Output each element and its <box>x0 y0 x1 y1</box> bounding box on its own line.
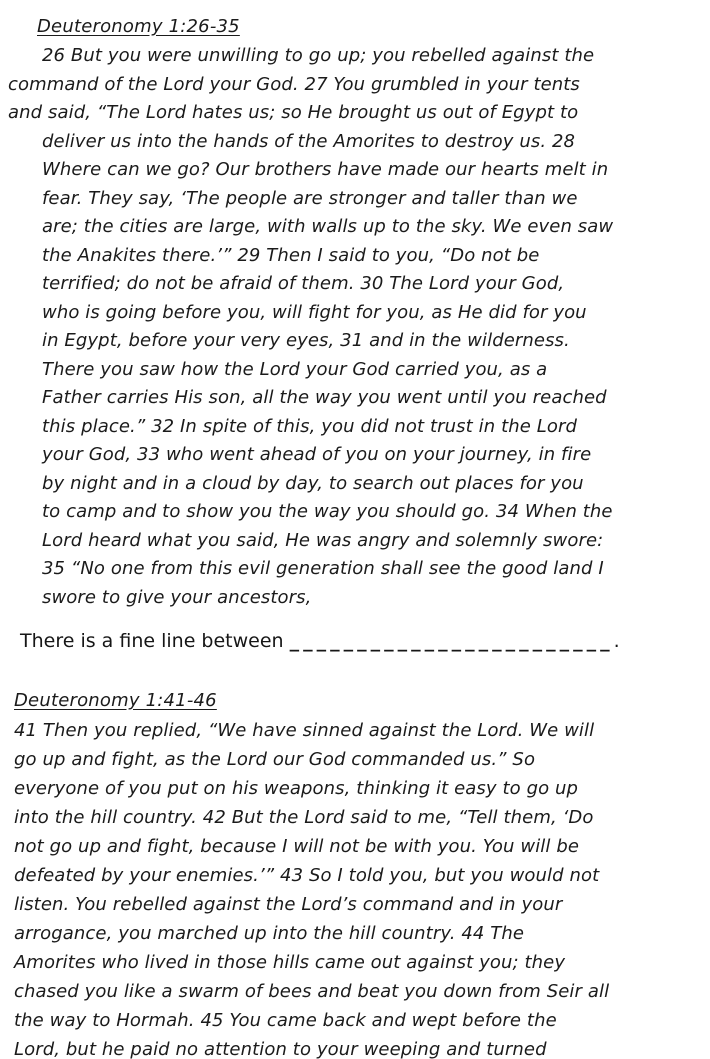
verse-line: defeated by your enemies.’” 43 So I told you, but you would not <box>14 865 600 886</box>
passage-section-2 <box>0 686 710 1059</box>
passage-section-1 <box>0 12 710 612</box>
fill-in-question <box>20 628 710 654</box>
passage-title-1: Deuteronomy 1:26-35 <box>37 16 240 37</box>
verse-line: Where can we go? Our brothers have made our hearts melt in <box>42 159 609 180</box>
verse-line: who is going before you, will fight for you, as He did for you <box>42 301 587 323</box>
verse-line: chased you like a swarm of bees and beat you down from Seir all <box>14 981 610 1002</box>
verse-line: are; the cities are large, with walls up to the sky. We even saw <box>42 216 614 237</box>
verse-line: into the hill country. 42 But the Lord said to me, “Tell them, ‘Do <box>14 807 594 828</box>
verse-line: everyone of you put on his weapons, thinking it easy to go up <box>14 778 579 799</box>
verse-line: in Egypt, before your very eyes, 31 and in the wilderness. <box>42 330 570 351</box>
verse-line: Lord, but he paid no attention to your weeping and turned <box>14 1039 547 1059</box>
verse-line: the way to Hormah. 45 You came back and wept before the <box>14 1010 557 1031</box>
fill-in-period: . <box>613 630 620 652</box>
verse-line: terrified; do not be afraid of them. 30 The Lord your God, <box>42 273 565 294</box>
verse-line: to camp and to show you the way you should go. 34 When the <box>42 501 613 522</box>
verse-line: by night and in a cloud by day, to search out places for you <box>42 472 584 494</box>
verse-line: your God, 33 who went ahead of you on your journey, in fire <box>42 444 592 465</box>
verse-line: Amorites who lived in those hills came out against you; they <box>14 952 566 973</box>
verse-line: command of the Lord your God. 27 You grumbled in your tents <box>8 73 580 95</box>
verse-line: Father carries His son, all the way you went until you reached <box>42 387 607 408</box>
verse-line: listen. You rebelled against the Lord’s command and in your <box>14 894 563 915</box>
verse-line: swore to give your ancestors, <box>42 586 312 608</box>
verse-line: There you saw how the Lord your God carried you, as a <box>42 358 548 380</box>
passage-title-2: Deuteronomy 1:41-46 <box>14 690 217 711</box>
verse-line: 41 Then you replied, “We have sinned against the Lord. We will <box>14 720 595 741</box>
verse-line: deliver us into the hands of the Amorites to destroy us. 28 <box>42 130 576 152</box>
verse-line: and said, “The Lord hates us; so He brought us out of Egypt to <box>8 102 579 123</box>
verse-line: fear. They say, ‘The people are stronger and taller than we <box>42 187 578 209</box>
verse-line: not go up and fight, because I will not be with you. You will be <box>14 836 580 857</box>
verse-line: this place.” 32 In spite of this, you did not trust in the Lord <box>42 415 577 437</box>
verse-line: go up and fight, as the Lord our God commanded us.” So <box>14 749 536 770</box>
fill-in-blank[interactable]: ________________________ <box>289 630 614 652</box>
passage-text-1 <box>0 42 710 612</box>
verse-line: 26 But you were unwilling to go up; you rebelled against the <box>42 45 595 66</box>
verse-line: Lord heard what you said, He was angry and solemnly swore: <box>42 529 604 551</box>
verse-line: 35 “No one from this evil generation shall see the good land I <box>42 558 604 579</box>
passage-text-2 <box>0 716 710 1059</box>
fill-in-prompt: There is a fine line between <box>20 630 290 652</box>
verse-line: arrogance, you marched up into the hill country. 44 The <box>14 923 525 944</box>
verse-line: the Anakites there.’” 29 Then I said to you, “Do not be <box>42 244 540 266</box>
